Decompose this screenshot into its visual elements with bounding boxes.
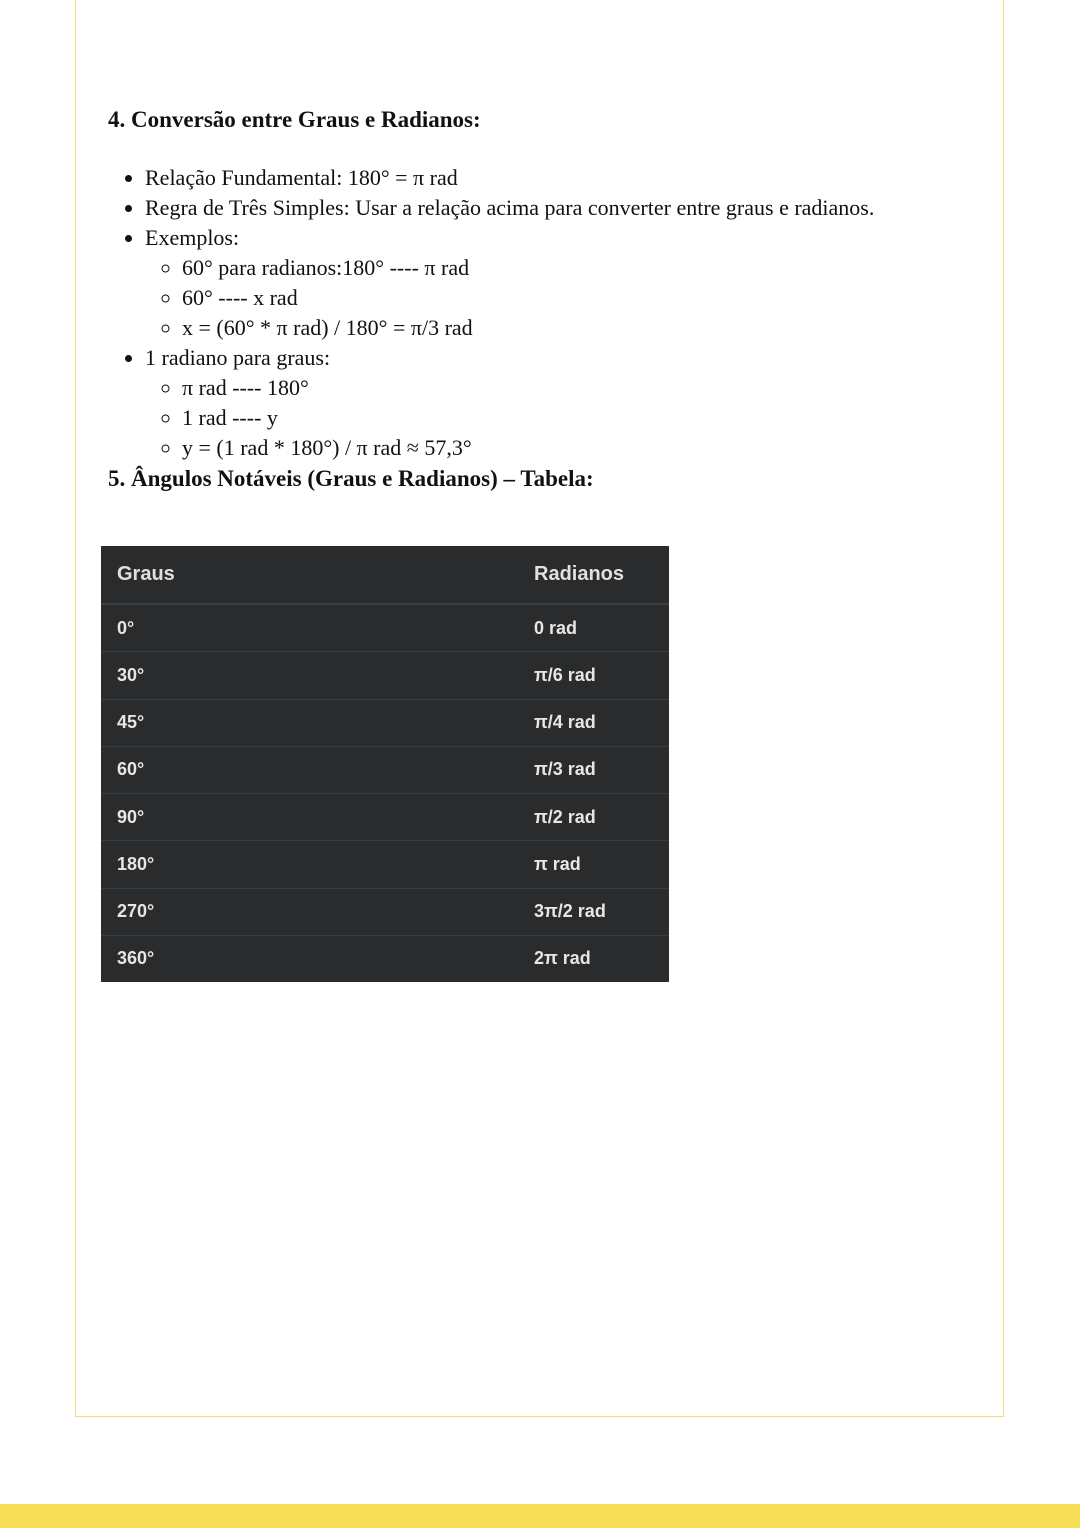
radian-sublist [145, 373, 988, 463]
angles-table [101, 546, 669, 982]
table-row [101, 935, 669, 982]
table-row [101, 604, 669, 652]
conversion-list [108, 163, 988, 463]
bottom-band [0, 1504, 1080, 1528]
table-header-row [101, 546, 669, 604]
list-item: ◦ 1 rad ---- y [182, 403, 988, 433]
section-5-heading: 5. Ângulos Notáveis (Graus e Radianos) – Tabela: [108, 466, 594, 491]
document-content [108, 104, 988, 495]
header-radianos: Radianos [518, 546, 669, 604]
cell-radianos: π/2 rad [518, 794, 669, 841]
cell-radianos: 2π rad [518, 935, 669, 982]
table-row [101, 746, 669, 793]
list-item: • 1 radiano para graus: ◦ π rad ---- 180° ◦ 1 rad ---- y ◦ y = (1 rad * 180°) / π rad ≈ 57,3° [145, 343, 988, 463]
cell-graus: 360° [101, 935, 518, 982]
table-row [101, 699, 669, 746]
list-item: ◦ π rad ---- 180° [182, 373, 988, 403]
cell-graus: 180° [101, 841, 518, 888]
list-item: ◦ 60° ---- x rad [182, 283, 988, 313]
table-row [101, 841, 669, 888]
table-row [101, 652, 669, 699]
cell-radianos: π/6 rad [518, 652, 669, 699]
examples-sublist [145, 253, 988, 343]
cell-graus: 90° [101, 794, 518, 841]
header-graus: Graus [101, 546, 518, 604]
cell-graus: 0° [101, 604, 518, 652]
cell-graus: 45° [101, 699, 518, 746]
cell-graus: 30° [101, 652, 518, 699]
cell-radianos: π/3 rad [518, 746, 669, 793]
list-item: ◦ x = (60° * π rad) / 180° = π/3 rad [182, 313, 988, 343]
list-item: ◦ y = (1 rad * 180°) / π rad ≈ 57,3° [182, 433, 988, 463]
list-item: • Exemplos: ◦ 60° para radianos:180° ---- π rad ◦ 60° ---- x rad ◦ x = (60° * π rad) / 180° = π/3 rad [145, 223, 988, 343]
list-item: • Relação Fundamental: 180° = π rad [145, 163, 988, 193]
cell-radianos: 0 rad [518, 604, 669, 652]
cell-graus: 60° [101, 746, 518, 793]
cell-radianos: π/4 rad [518, 699, 669, 746]
table-row [101, 888, 669, 935]
section-4-heading: 4. Conversão entre Graus e Radianos: [108, 107, 481, 132]
table-row [101, 794, 669, 841]
list-item: • Regra de Três Simples: Usar a relação acima para converter entre graus e radianos. [145, 193, 988, 223]
cell-graus: 270° [101, 888, 518, 935]
list-item: ◦ 60° para radianos:180° ---- π rad [182, 253, 988, 283]
cell-radianos: 3π/2 rad [518, 888, 669, 935]
cell-radianos: π rad [518, 841, 669, 888]
